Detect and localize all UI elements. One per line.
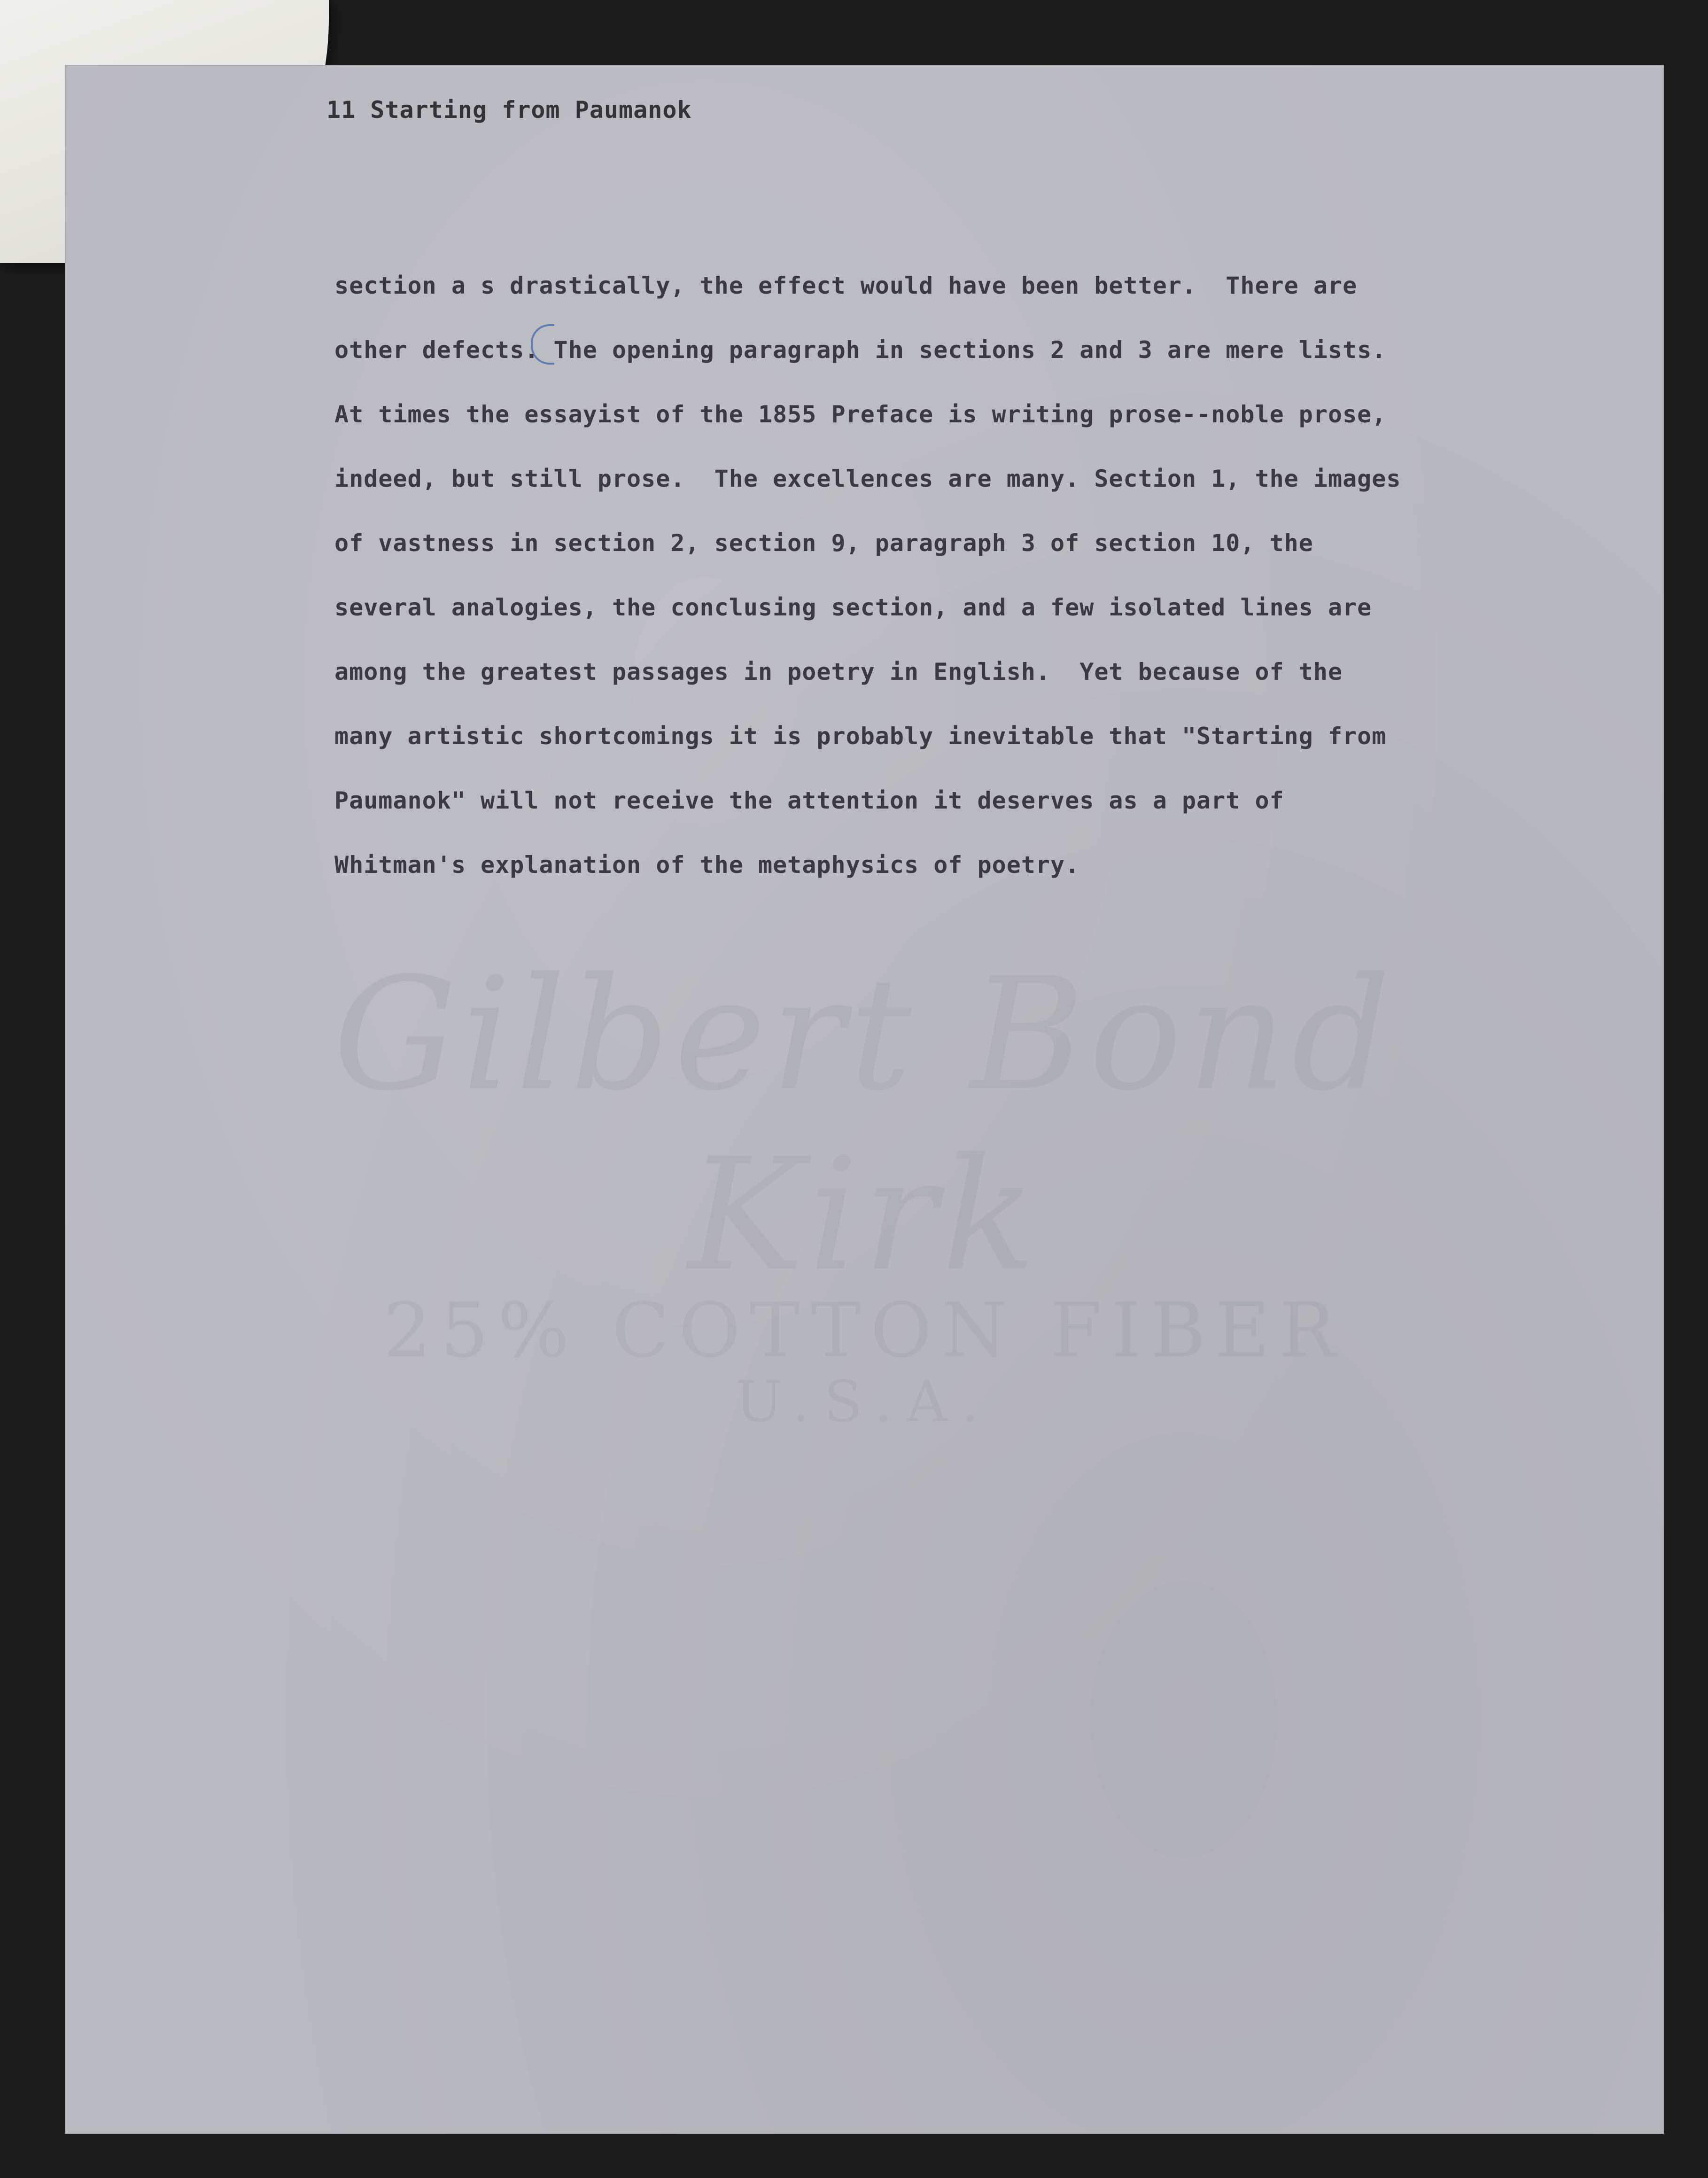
paper-watermark <box>136 944 1592 1435</box>
text-line: several analogies, the conclusing section, and a few isolated lines are <box>334 594 1372 621</box>
text-line: At times the essayist of the 1855 Preface is writing prose--noble prose, <box>334 401 1387 428</box>
body-paragraph <box>334 254 1603 897</box>
page-header: 11 Starting from Paumanok <box>326 96 692 124</box>
text-line: Paumanok" will not receive the attention it deserves as a part of <box>334 787 1284 814</box>
text-line: many artistic shortcomings it is probably inevitable that "Starting from <box>334 723 1387 750</box>
typed-page <box>66 66 1663 2133</box>
text-line: Whitman's explanation of the metaphysics of poetry. <box>334 851 1080 879</box>
text-line: among the greatest passages in poetry in English. Yet because of the <box>334 658 1343 685</box>
text-line: of vastness in section 2, section 9, paragraph 3 of section 10, the <box>334 529 1313 557</box>
watermark-line-1: Gilbert Bond Kirk <box>333 944 1396 1305</box>
text-line: other defects. The opening paragraph in sections 2 and 3 are mere lists. <box>334 336 1387 364</box>
watermark-line-3: U.S.A. <box>735 1369 994 1435</box>
text-line: section a s drastically, the effect would have been better. There are <box>334 272 1358 299</box>
watermark-line-2: 25% COTTON FIBER <box>383 1286 1345 1374</box>
text-line: indeed, but still prose. The excellences are many. Section 1, the images <box>334 465 1401 492</box>
